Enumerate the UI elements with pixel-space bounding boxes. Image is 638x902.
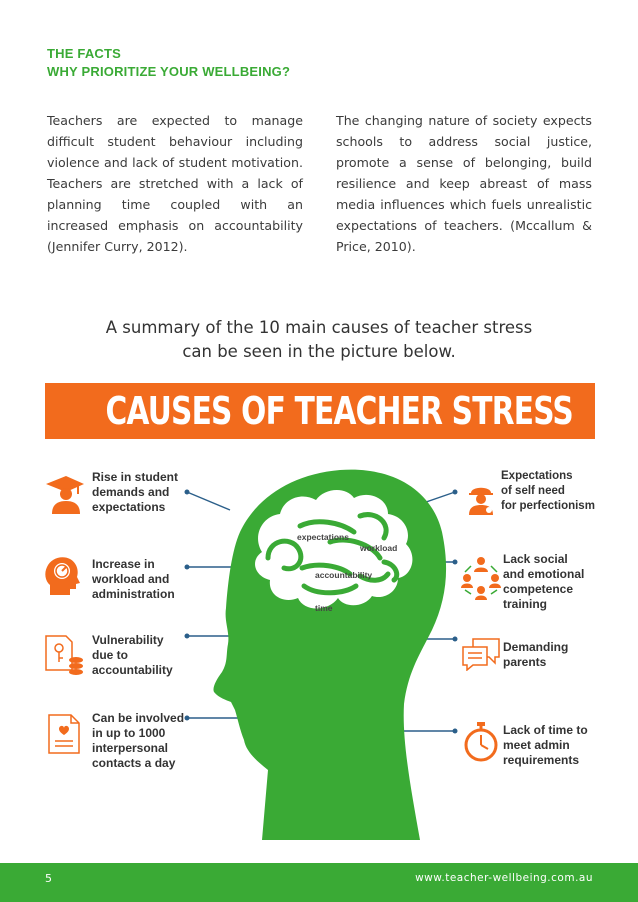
cause-demanding-parents: Demanding parents xyxy=(503,640,569,669)
stopwatch-icon xyxy=(463,722,499,762)
brain-word-accountability: accountability xyxy=(315,570,373,580)
head-gauge-icon xyxy=(44,555,80,595)
worker-icon xyxy=(467,483,495,515)
section-heading xyxy=(47,45,290,81)
website-link[interactable]: www.teacher-wellbeing.com.au xyxy=(415,872,593,884)
cause-social-emotional-training: Lack social and emotional competence training xyxy=(503,552,585,611)
paragraph-left: Teachers are expected to manage difficult student behaviour including violence and lack of student motivation. Teachers are stretched with a lack of planning time coupled with an increased emphasis on accountability (Jennifer Curry, 2012). xyxy=(47,113,303,254)
people-group-icon xyxy=(461,556,501,600)
brain-word-expectations: expectations xyxy=(297,532,349,542)
cause-perfectionism: Expectations of self need for perfectionism xyxy=(501,470,595,512)
cause-workload: Increase in workload and administration xyxy=(92,557,175,601)
infographic-banner xyxy=(45,383,595,439)
brain-word-time: time xyxy=(315,603,333,613)
letter-heart-icon xyxy=(47,713,81,755)
summary-text xyxy=(0,316,638,364)
cause-student-demands: Rise in student demands and expectations xyxy=(92,470,179,514)
document-coins-icon xyxy=(44,634,84,676)
summary-line-1: A summary of the 10 main causes of teacher stress xyxy=(105,318,533,337)
cause-lack-of-time: Lack of time to meet admin requirements xyxy=(503,723,588,767)
cause-interpersonal-contacts: Can be involved in up to 1000 interpersonal contacts a day xyxy=(92,711,185,770)
page-number: 5 xyxy=(45,872,52,885)
paragraph-right: The changing nature of society expects schools to address social justice, promote a sense of belonging, build resilience and keep abreast of mass media influences which fuels unrealistic expectations of teachers. (Mccallum & Price, 2010). xyxy=(336,113,592,254)
brain-word-workload: workload xyxy=(360,543,398,553)
summary-line-2: can be seen in the picture below. xyxy=(182,342,456,361)
heading-line-2: WHY PRIORITIZE YOUR WELLBEING? xyxy=(47,64,291,79)
graduate-icon xyxy=(44,474,84,514)
chat-bubbles-icon xyxy=(461,637,501,671)
infographic-title: CAUSES OF TEACHER STRESS xyxy=(105,389,574,433)
cause-accountability: Vulnerability due to accountability xyxy=(92,633,173,677)
heading-line-1: THE FACTS xyxy=(47,46,122,61)
